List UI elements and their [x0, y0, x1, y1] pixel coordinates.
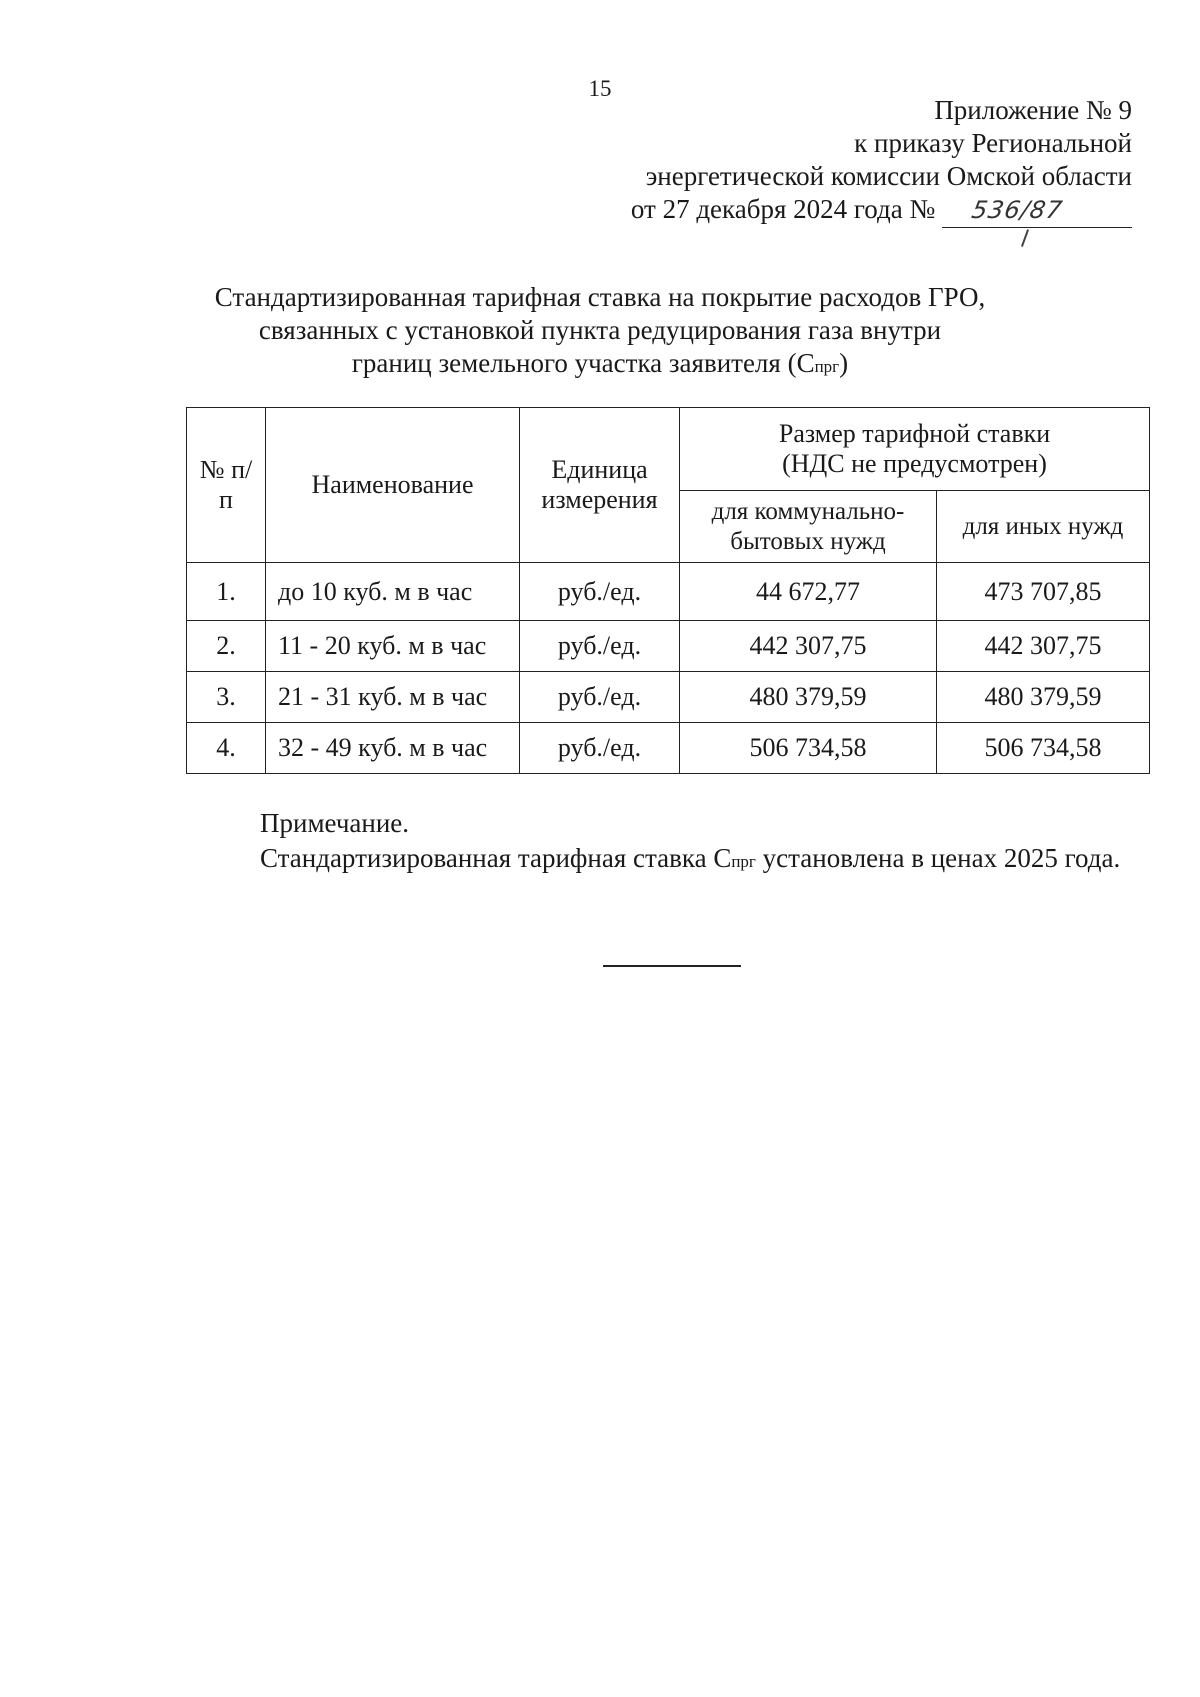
table-row — [187, 672, 1150, 723]
row-name: 21 - 31 куб. м в час — [266, 672, 520, 723]
title-line-3-close: ) — [839, 348, 849, 378]
header-rate-line-2: (НДС не предусмотрен) — [782, 449, 1047, 478]
note-text-prefix: Стандартизированная тарифная ставка С — [260, 843, 732, 873]
title-line-3 — [0, 347, 1200, 383]
row-other: 473 707,85 — [937, 563, 1150, 621]
note-heading: Примечание. — [260, 808, 410, 838]
row-unit: руб./ед. — [520, 621, 680, 672]
row-other: 480 379,59 — [937, 672, 1150, 723]
row-household: 442 307,75 — [680, 621, 937, 672]
appendix-title: Приложение № 9 — [934, 95, 1132, 125]
row-other: 442 307,75 — [937, 621, 1150, 672]
row-household: 506 734,58 — [680, 723, 937, 774]
table-row — [187, 723, 1150, 774]
header-other: для иных нужд — [937, 491, 1150, 563]
row-unit: руб./ед. — [520, 672, 680, 723]
row-num: 4. — [187, 723, 266, 774]
table-row — [187, 621, 1150, 672]
appendix-order-ref: к приказу Региональной — [854, 128, 1132, 158]
row-name: до 10 куб. м в час — [266, 563, 520, 621]
page-number: 15 — [588, 76, 612, 101]
end-divider — [603, 965, 741, 967]
appendix-header — [631, 94, 1132, 228]
handwriting-stroke — [1021, 229, 1029, 246]
appendix-date-line — [631, 193, 1132, 228]
order-number-handwritten: 536/87 — [969, 196, 1065, 224]
title-line-2: связанных с установкой пункта редуцирования газа внутри — [258, 315, 942, 345]
row-num: 3. — [187, 672, 266, 723]
header-household: для коммунально-бытовых нужд — [680, 491, 937, 563]
title-subscript: прг — [814, 357, 840, 376]
row-name: 32 - 49 куб. м в час — [266, 723, 520, 774]
title-line-3-text: границ земельного участка заявителя (С — [351, 348, 815, 378]
order-number-field — [942, 193, 1132, 228]
row-unit: руб./ед. — [520, 563, 680, 621]
row-name: 11 - 20 куб. м в час — [266, 621, 520, 672]
document-title — [0, 281, 1200, 383]
row-unit: руб./ед. — [520, 723, 680, 774]
header-unit: Единица измерения — [520, 408, 680, 563]
row-num: 2. — [187, 621, 266, 672]
header-rate-group — [680, 408, 1150, 491]
appendix-date: от 27 декабря 2024 года № — [630, 194, 936, 224]
header-name: Наименование — [266, 408, 520, 563]
note-text — [186, 838, 1122, 882]
note-subscript: прг — [731, 852, 756, 871]
row-household: 44 672,77 — [680, 563, 937, 621]
note-text-suffix: установлена в ценах 2025 года. — [755, 843, 1121, 873]
row-other: 506 734,58 — [937, 723, 1150, 774]
title-line-1: Стандартизированная тарифная ставка на покрытие расходов ГРО, — [214, 282, 986, 312]
row-num: 1. — [187, 563, 266, 621]
appendix-commission: энергетической комиссии Омской области — [645, 161, 1132, 191]
tariff-table — [186, 407, 1150, 774]
row-household: 480 379,59 — [680, 672, 937, 723]
header-num: № п/п — [187, 408, 266, 563]
header-rate-line-1: Размер тарифной ставки — [778, 419, 1051, 448]
table-row — [187, 563, 1150, 621]
